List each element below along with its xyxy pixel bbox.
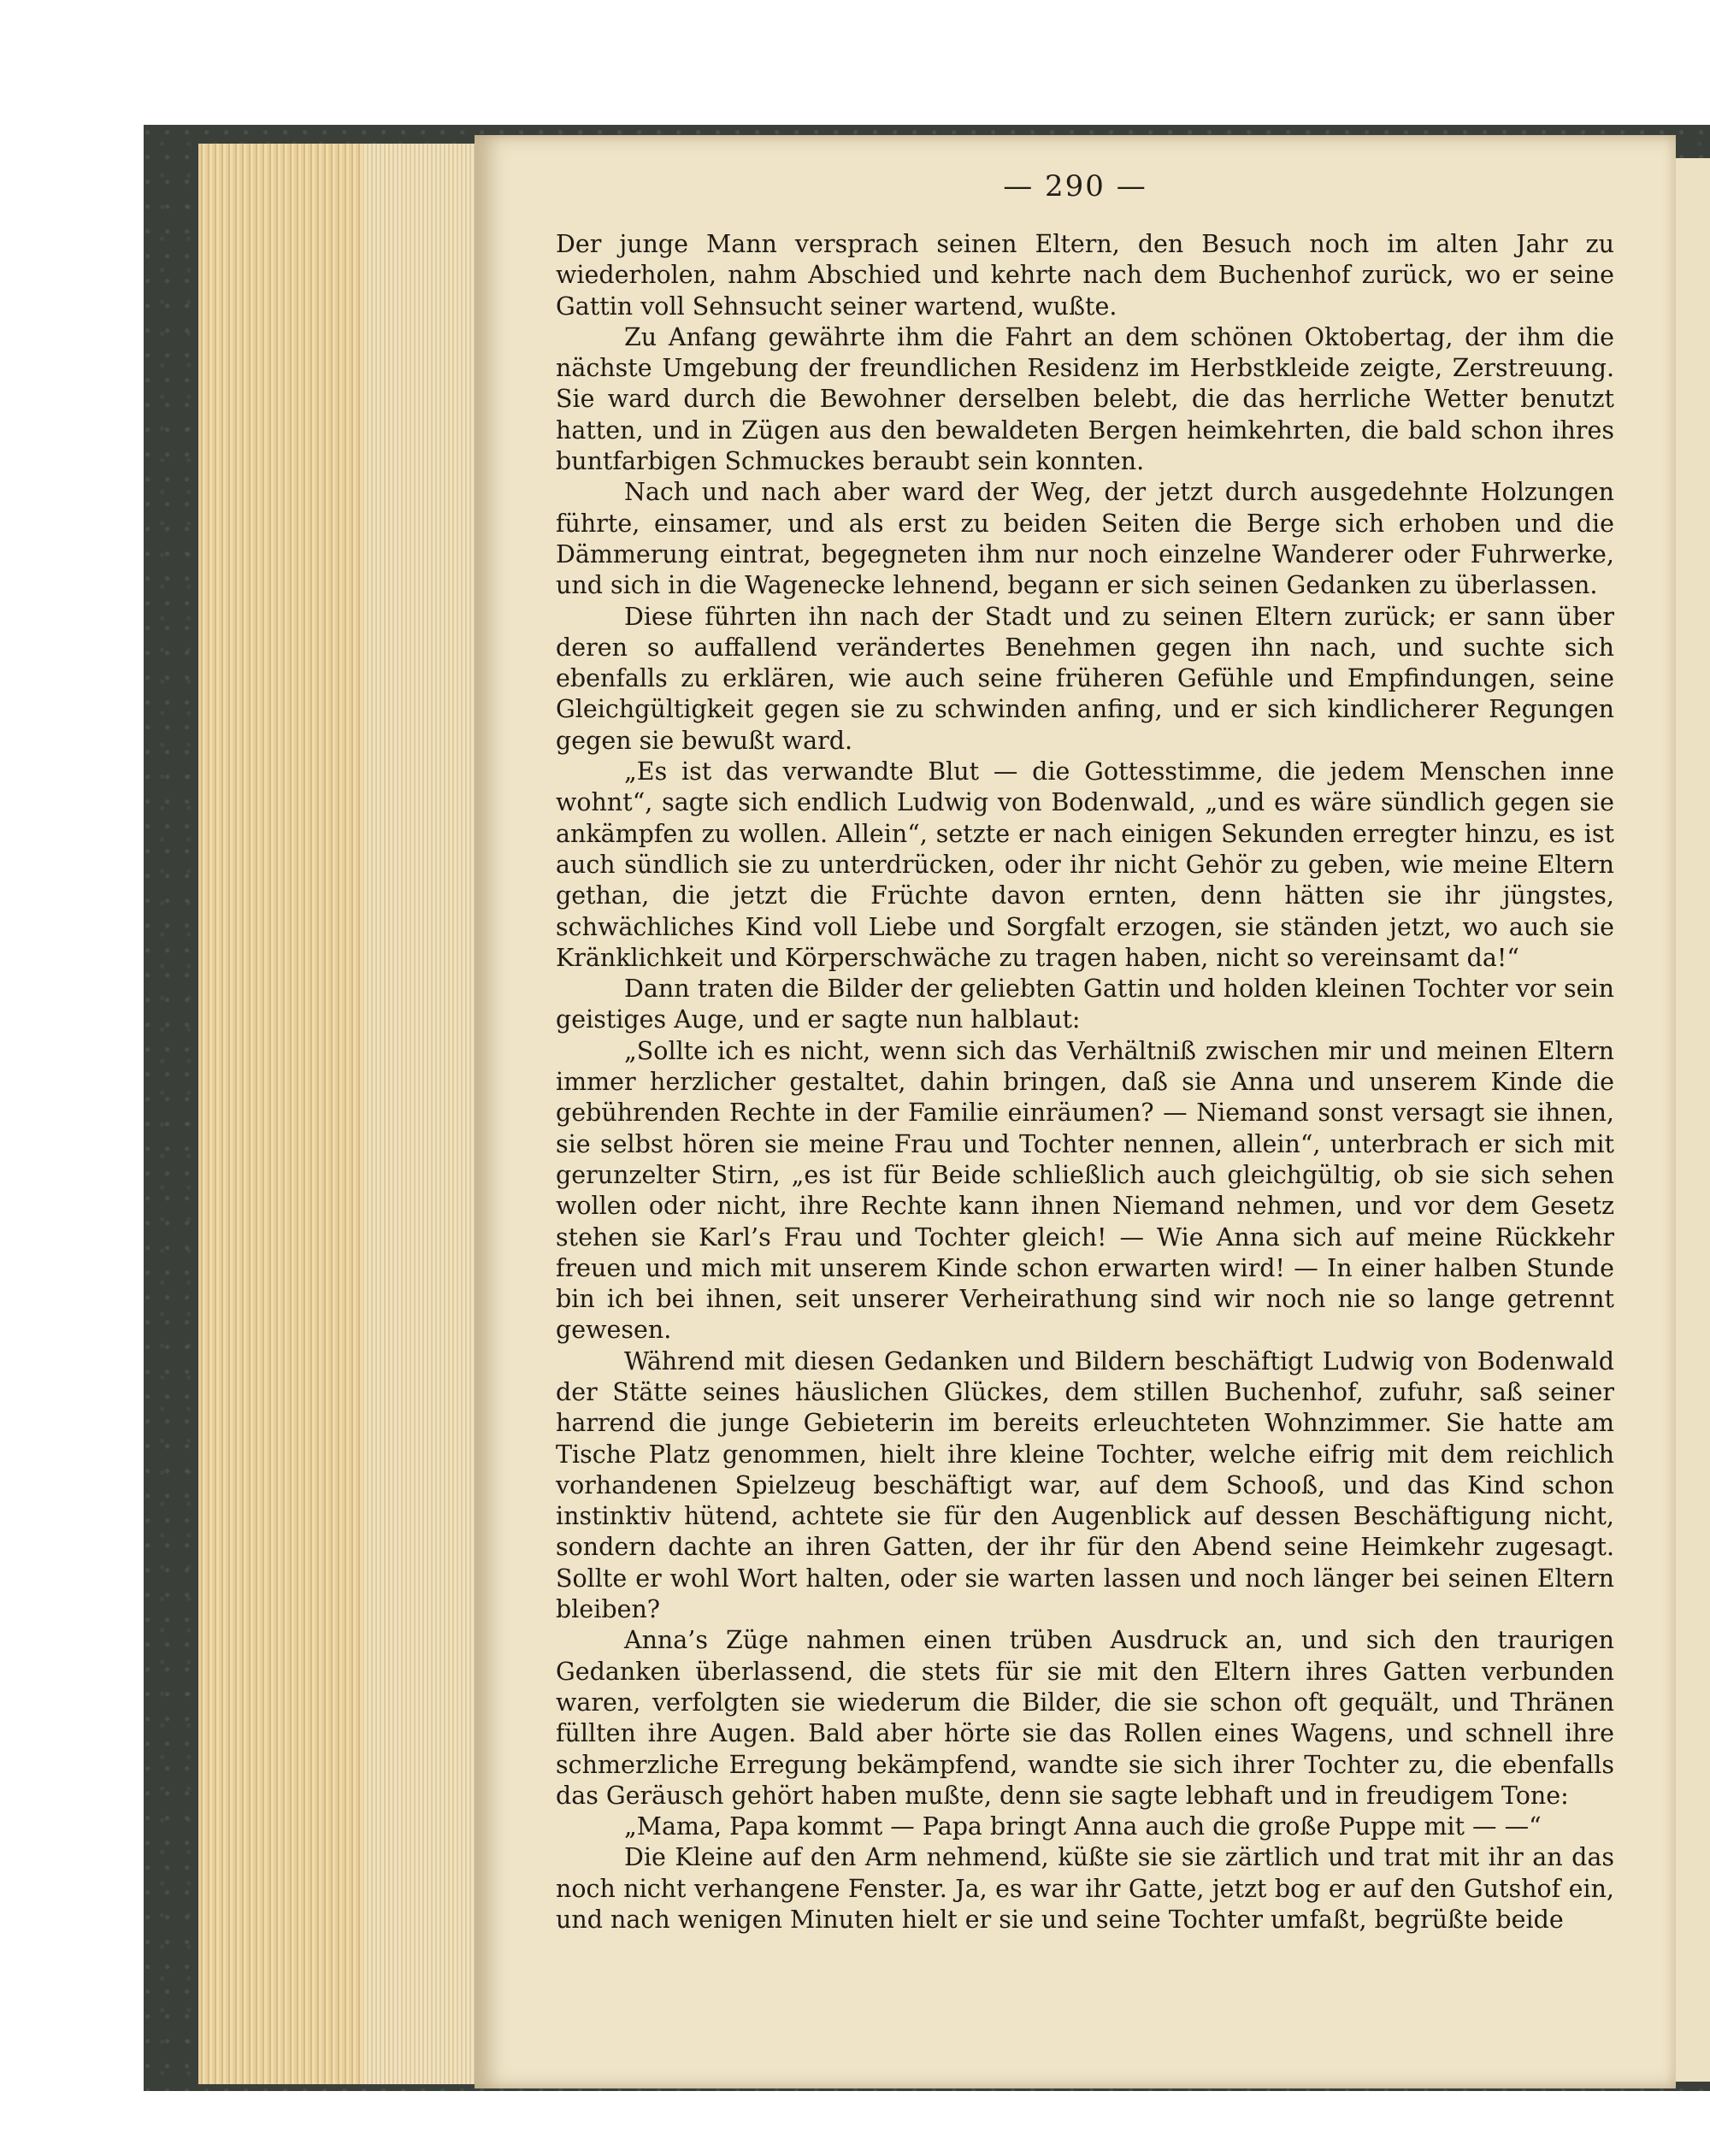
paragraph: Diese führten ihn nach der Stadt und zu seinen Eltern zurück; er sann über deren so auffallend verändertes Benehmen gegen ihn nach, und suchte sich ebenfalls zu erklären, wie auch seine früheren Gefühle und Empfindungen, seine Gleichgültigkeit gegen sie zu schwinden anfing, und er sich kindlicherer Regungen gegen sie bewußt ward. (556, 602, 1614, 755)
paragraph: Der junge Mann versprach seinen Eltern, den Besuch noch im alten Jahr zu wiederholen, nahm Abschied und kehrte nach dem Buchenhof zurück, wo er seine Gattin voll Sehnsucht seiner wartend, wußte. (556, 230, 1614, 321)
paragraph: „Sollte ich es nicht, wenn sich das Verhältniß zwischen mir und meinen Eltern immer herzlicher gestaltet, dahin bringen, daß sie Anna und unserem Kinde die gebührenden Rechte in der Familie einräumen? — Niemand sonst versagt sie ihnen, sie selbst hören sie meine Frau und Tochter nennen, allein“, unterbrach er sich mit gerunzelter Stirn, „es ist für Beide schließlich auch gleichgültig, ob sie sich sehen wollen oder nicht, ihre Rechte kann ihnen Niemand nehmen, und vor dem Gesetz stehen sie Karl’s Frau und Tochter gleich! — Wie Anna sich auf meine Rückkehr freuen und mich mit unserem Kinde schon erwarten wird! — In einer halben Stunde bin ich bei ihnen, seit unserer Verheirathung sind wir noch nie so lange getrennt gewesen. (556, 1036, 1614, 1345)
page-number: — 290 — (1003, 169, 1147, 203)
paragraph: Während mit diesen Gedanken und Bildern beschäftigt Ludwig von Bodenwald der Stätte seines häuslichen Glückes, dem stillen Buchenhof, zufuhr, saß seiner harrend die junge Gebieterin im bereits erleuchteten Wohnzimmer. Sie hatte am Tische Platz genommen, hielt ihre kleine Tochter, welche eifrig mit dem reichlich vorhandenen Spielzeug beschäftigt war, auf dem Schooß, und das Kind schon instinktiv hütend, achtete sie für den Augenblick auf dessen Beschäftigung nicht, sondern dachte an ihren Gatten, der ihr für den Abend seine Heimkehr zugesagt. Sollte er wohl Wort halten, oder sie warten lassen und noch länger bei seinen Eltern bleiben? (556, 1346, 1614, 1624)
body-text (556, 229, 1614, 1935)
paragraph: Die Kleine auf den Arm nehmend, küßte sie sie zärtlich und trat mit ihr an das noch nicht verhangene Fenster. Ja, es war ihr Gatte, jetzt bog er auf den Gutshof ein, und nach wenigen Minuten hielt er sie und seine Tochter umfaßt, begrüßte beide (556, 1843, 1614, 1935)
book-page (475, 135, 1676, 2088)
page-edges-inner (364, 144, 481, 2084)
paragraph: Anna’s Züge nahmen einen trüben Ausdruck an, und sich den traurigen Gedanken überlassend, die stets für sie mit den Eltern ihres Gatten verbunden waren, verfolgten sie wiederum die Bilder, die sie schon oft gequält, und Thränen füllten ihre Augen. Bald aber hörte sie das Rollen eines Wagens, und schnell ihre schmerzliche Erregung bekämpfend, wandte sie sich ihrer Tochter zu, die ebenfalls das Geräusch gehört haben mußte, denn sie sagte lebhaft und in freudigem Tone: (556, 1626, 1614, 1810)
facing-page-edge (1672, 158, 1710, 2082)
paragraph: „Es ist das verwandte Blut — die Gottesstimme, die jedem Menschen inne wohnt“, sagte sich endlich Ludwig von Bodenwald, „und es wäre sündlich gegen sie ankämpfen zu wollen. Allein“, setzte er nach einigen Sekunden erregter hinzu, es ist auch sündlich sie zu unterdrücken, oder ihr nicht Gehör zu geben, wie meine Eltern gethan, die jetzt die Früchte davon ernten, denn hätten sie ihr jüngstes, schwächliches Kind voll Liebe und Sorgfalt erzogen, sie ständen jetzt, wo auch sie Kränklichkeit und Körperschwäche zu tragen haben, nicht so vereinsamt da!“ (556, 757, 1614, 972)
paragraph: Dann traten die Bilder der geliebten Gattin und holden kleinen Tochter vor sein geistiges Auge, und er sagte nun halblaut: (556, 975, 1614, 1034)
paragraph: Zu Anfang gewährte ihm die Fahrt an dem schönen Oktobertag, der ihm die nächste Umgebung der freundlichen Residenz im Herbstkleide zeigte, Zerstreuung. Sie ward durch die Bewohner derselben belebt, die das herrliche Wetter benutzt hatten, und in Zügen aus den bewaldeten Bergen heimkehrten, die bald schon ihres buntfarbigen Schmuckes beraubt sein konnten. (556, 322, 1614, 476)
paragraph: Nach und nach aber ward der Weg, der jetzt durch ausgedehnte Holzungen führte, einsamer, und als erst zu beiden Seiten die Berge sich erhoben und die Dämmerung eintrat, begegneten ihm nur noch einzelne Wanderer oder Fuhrwerke, und sich in die Wagenecke lehnend, begann er sich seinen Gedanken zu überlassen. (556, 478, 1614, 600)
paragraph: „Mama, Papa kommt — Papa bringt Anna auch die große Puppe mit — —“ (624, 1812, 1542, 1841)
